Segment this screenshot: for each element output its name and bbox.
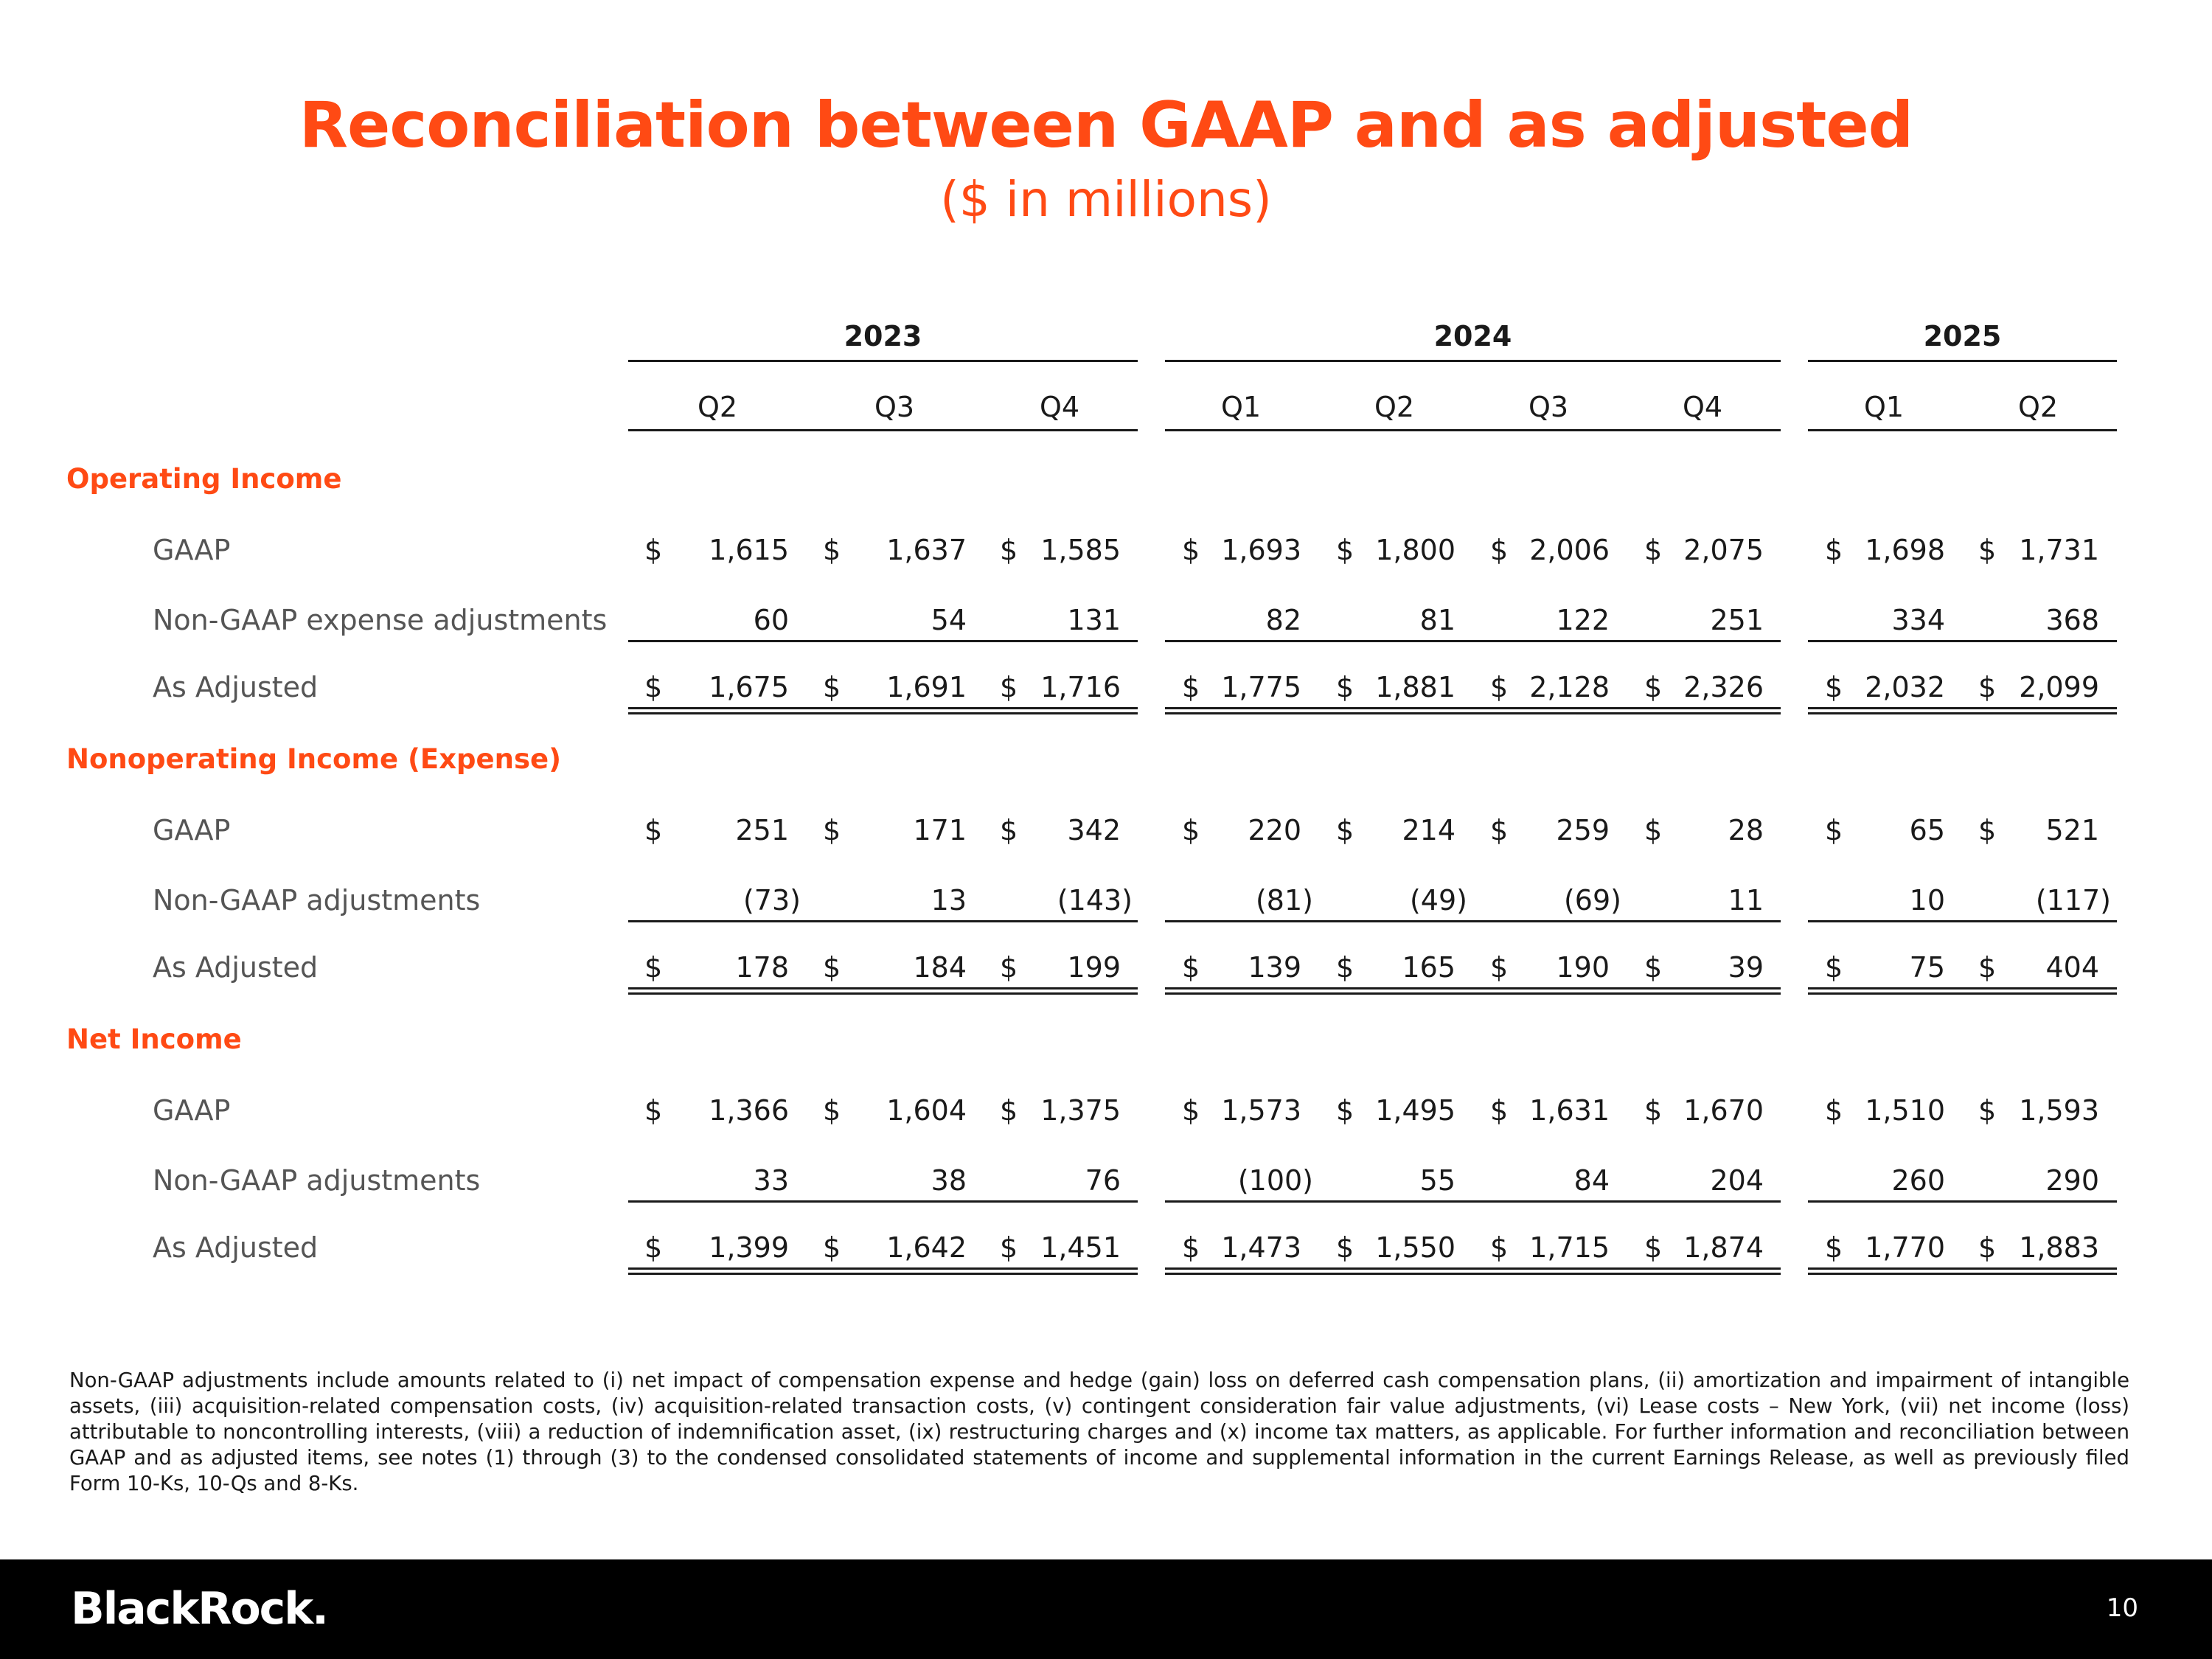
value-cell: 1,716 <box>1040 671 1121 703</box>
currency-symbol: $ <box>1336 671 1354 703</box>
currency-symbol: $ <box>1182 814 1200 846</box>
value-cell: 199 <box>1067 951 1121 984</box>
value-cell: 28 <box>1728 814 1764 846</box>
currency-symbol: $ <box>823 1231 841 1264</box>
currency-symbol: $ <box>1182 534 1200 566</box>
currency-symbol: $ <box>1644 1094 1663 1127</box>
value-cell: 82 <box>1265 604 1301 636</box>
total-double-rule-top <box>1808 987 2117 990</box>
currency-symbol: $ <box>1490 814 1509 846</box>
value-cell: (73) <box>742 884 801 917</box>
value-cell: (143) <box>1057 884 1133 917</box>
value-cell: 1,693 <box>1221 534 1301 566</box>
value-cell: 251 <box>1710 604 1764 636</box>
currency-symbol: $ <box>644 671 663 703</box>
currency-symbol: $ <box>1978 534 1997 566</box>
value-cell: 2,099 <box>2019 671 2099 703</box>
quarter-header-rule <box>1165 429 1781 431</box>
value-cell: 122 <box>1556 604 1610 636</box>
year-header-rule <box>628 360 1138 362</box>
blackrock-logo: BlackRock. <box>71 1583 327 1635</box>
currency-symbol: $ <box>823 671 841 703</box>
value-cell: 84 <box>1573 1164 1610 1197</box>
value-cell: 204 <box>1710 1164 1764 1197</box>
value-cell: (69) <box>1563 884 1621 917</box>
value-cell: 184 <box>913 951 967 984</box>
total-double-rule-bottom <box>1808 1273 2117 1275</box>
value-cell: 1,883 <box>2019 1231 2099 1264</box>
value-cell: 2,075 <box>1683 534 1764 566</box>
value-cell: 55 <box>1419 1164 1455 1197</box>
year-header: 2024 <box>1433 320 1512 352</box>
value-cell: 1,731 <box>2019 534 2099 566</box>
value-cell: 11 <box>1728 884 1764 917</box>
total-double-rule-top <box>628 707 1138 709</box>
total-double-rule-top <box>1808 1267 2117 1270</box>
value-cell: 290 <box>2045 1164 2099 1197</box>
value-cell: 521 <box>2045 814 2099 846</box>
quarter-header: Q2 <box>697 391 738 423</box>
total-double-rule-top <box>1808 707 2117 709</box>
value-cell: 334 <box>1891 604 1945 636</box>
currency-symbol: $ <box>1182 1094 1200 1127</box>
value-cell: 33 <box>753 1164 789 1197</box>
value-cell: 2,326 <box>1683 671 1764 703</box>
value-cell: 1,593 <box>2019 1094 2099 1127</box>
quarter-header: Q3 <box>1528 391 1569 423</box>
currency-symbol: $ <box>1000 1094 1018 1127</box>
currency-symbol: $ <box>1644 951 1663 984</box>
quarter-header: Q1 <box>1220 391 1262 423</box>
value-cell: 2,128 <box>1529 671 1610 703</box>
value-cell: 1,775 <box>1221 671 1301 703</box>
currency-symbol: $ <box>644 1094 663 1127</box>
row-label: Non-GAAP adjustments <box>153 1164 481 1197</box>
value-cell: 214 <box>1402 814 1455 846</box>
currency-symbol: $ <box>1000 1231 1018 1264</box>
value-cell: 1,550 <box>1375 1231 1455 1264</box>
quarter-header: Q2 <box>1374 391 1415 423</box>
currency-symbol: $ <box>1490 1231 1509 1264</box>
currency-symbol: $ <box>823 814 841 846</box>
row-label: As Adjusted <box>153 671 319 703</box>
value-cell: 1,874 <box>1683 1231 1764 1264</box>
currency-symbol: $ <box>1000 671 1018 703</box>
value-cell: 1,675 <box>709 671 789 703</box>
value-cell: 171 <box>913 814 967 846</box>
value-cell: 178 <box>735 951 789 984</box>
total-double-rule-bottom <box>1165 992 1781 995</box>
value-cell: 81 <box>1419 604 1455 636</box>
value-cell: 131 <box>1067 604 1121 636</box>
value-cell: 259 <box>1556 814 1610 846</box>
quarter-header-rule <box>1808 429 2117 431</box>
page-title: Reconciliation between GAAP and as adjusted <box>299 88 1913 162</box>
total-double-rule-top <box>628 987 1138 990</box>
currency-symbol: $ <box>1336 814 1354 846</box>
total-double-rule-top <box>1165 707 1781 709</box>
total-double-rule-bottom <box>1808 992 2117 995</box>
currency-symbol: $ <box>1978 671 1997 703</box>
value-cell: 1,670 <box>1683 1094 1764 1127</box>
quarter-header: Q4 <box>1682 391 1723 423</box>
currency-symbol: $ <box>644 534 663 566</box>
value-cell: 1,631 <box>1529 1094 1610 1127</box>
year-header-rule <box>1808 360 2117 362</box>
footnote: Non-GAAP adjustments include amounts related to (i) net impact of compensation expense and hedge (gain) loss on deferred cash compensation plans, (ii) amortization and impairment of intangible assets, (iii) acquisition-related compensation costs, (iv) acquisition-related transaction costs, (v) contingent consideration fair value adjustments, (vi) Lease costs – New York, (vii) net income (loss) attributable to noncontrolling interests, (viii) a reduction of indemnification asset, (ix) restructuring charges and (x) income tax matters, as applicable. For further information and reconciliation between GAAP and as adjusted items, see notes (1) through (3) to the condensed consolidated statements of income and supplemental information in the current Earnings Release, as well as previously filed Form 10-Ks, 10-Qs and 8-Ks. <box>69 1368 2129 1495</box>
row-label: As Adjusted <box>153 1231 319 1264</box>
currency-symbol: $ <box>1490 951 1509 984</box>
value-cell: 1,585 <box>1040 534 1121 566</box>
subtotal-rule <box>1165 920 1781 922</box>
currency-symbol: $ <box>1000 534 1018 566</box>
page-subtitle: ($ in millions) <box>940 171 1272 228</box>
currency-symbol: $ <box>1978 1094 1997 1127</box>
value-cell: 220 <box>1248 814 1301 846</box>
value-cell: 404 <box>2045 951 2099 984</box>
currency-symbol: $ <box>1978 814 1997 846</box>
quarter-header-rule <box>628 429 1138 431</box>
year-header: 2023 <box>844 320 922 352</box>
currency-symbol: $ <box>823 1094 841 1127</box>
currency-symbol: $ <box>823 951 841 984</box>
section-heading: Operating Income <box>66 463 342 495</box>
value-cell: 1,800 <box>1375 534 1455 566</box>
value-cell: 60 <box>753 604 789 636</box>
row-label: GAAP <box>153 1094 231 1127</box>
row-label: Non-GAAP expense adjustments <box>153 604 608 636</box>
value-cell: 13 <box>931 884 967 917</box>
value-cell: 10 <box>1909 884 1945 917</box>
subtotal-rule <box>1808 1200 2117 1203</box>
row-label: As Adjusted <box>153 951 319 984</box>
total-double-rule-bottom <box>1165 1273 1781 1275</box>
value-cell: 1,881 <box>1375 671 1455 703</box>
value-cell: 1,451 <box>1040 1231 1121 1264</box>
row-label: GAAP <box>153 814 231 846</box>
currency-symbol: $ <box>1336 1231 1354 1264</box>
currency-symbol: $ <box>1182 1231 1200 1264</box>
currency-symbol: $ <box>1825 951 1843 984</box>
subtotal-rule <box>1165 640 1781 642</box>
currency-symbol: $ <box>1978 951 1997 984</box>
currency-symbol: $ <box>644 814 663 846</box>
total-double-rule-bottom <box>1165 712 1781 714</box>
value-cell: (81) <box>1255 884 1313 917</box>
currency-symbol: $ <box>1825 534 1843 566</box>
currency-symbol: $ <box>1490 671 1509 703</box>
currency-symbol: $ <box>1182 951 1200 984</box>
total-double-rule-bottom <box>628 712 1138 714</box>
value-cell: 1,770 <box>1865 1231 1945 1264</box>
row-label: GAAP <box>153 534 231 566</box>
currency-symbol: $ <box>823 534 841 566</box>
currency-symbol: $ <box>1644 534 1663 566</box>
value-cell: (100) <box>1237 1164 1313 1197</box>
section-heading: Net Income <box>66 1023 242 1055</box>
value-cell: 75 <box>1909 951 1945 984</box>
value-cell: 139 <box>1248 951 1301 984</box>
value-cell: 190 <box>1556 951 1610 984</box>
value-cell: 1,495 <box>1375 1094 1455 1127</box>
row-label: Non-GAAP adjustments <box>153 884 481 917</box>
subtotal-rule <box>1165 1200 1781 1203</box>
subtotal-rule <box>628 640 1138 642</box>
total-double-rule-top <box>628 1267 1138 1270</box>
currency-symbol: $ <box>1978 1231 1997 1264</box>
value-cell: 251 <box>735 814 789 846</box>
quarter-header: Q4 <box>1039 391 1080 423</box>
value-cell: 76 <box>1085 1164 1121 1197</box>
value-cell: 1,642 <box>886 1231 967 1264</box>
subtotal-rule <box>628 1200 1138 1203</box>
currency-symbol: $ <box>1644 671 1663 703</box>
value-cell: 2,006 <box>1529 534 1610 566</box>
currency-symbol: $ <box>644 1231 663 1264</box>
currency-symbol: $ <box>1825 1231 1843 1264</box>
total-double-rule-bottom <box>1808 712 2117 714</box>
currency-symbol: $ <box>1000 814 1018 846</box>
currency-symbol: $ <box>1644 814 1663 846</box>
currency-symbol: $ <box>1000 951 1018 984</box>
value-cell: 2,032 <box>1865 671 1945 703</box>
value-cell: 342 <box>1067 814 1121 846</box>
value-cell: 1,366 <box>709 1094 789 1127</box>
currency-symbol: $ <box>1182 671 1200 703</box>
value-cell: 38 <box>931 1164 967 1197</box>
total-double-rule-bottom <box>628 1273 1138 1275</box>
section-heading: Nonoperating Income (Expense) <box>66 743 562 775</box>
value-cell: 1,399 <box>709 1231 789 1264</box>
currency-symbol: $ <box>1336 951 1354 984</box>
value-cell: 1,691 <box>886 671 967 703</box>
quarter-header: Q1 <box>1863 391 1905 423</box>
total-double-rule-top <box>1165 987 1781 990</box>
subtotal-rule <box>1808 640 2117 642</box>
value-cell: 1,473 <box>1221 1231 1301 1264</box>
currency-symbol: $ <box>1336 1094 1354 1127</box>
value-cell: (49) <box>1409 884 1467 917</box>
quarter-header: Q3 <box>874 391 915 423</box>
value-cell: (117) <box>2035 884 2111 917</box>
year-header: 2025 <box>1923 320 2002 352</box>
value-cell: 1,375 <box>1040 1094 1121 1127</box>
currency-symbol: $ <box>1490 1094 1509 1127</box>
year-header-rule <box>1165 360 1781 362</box>
quarter-header: Q2 <box>2017 391 2059 423</box>
value-cell: 1,510 <box>1865 1094 1945 1127</box>
subtotal-rule <box>628 920 1138 922</box>
currency-symbol: $ <box>1336 534 1354 566</box>
subtotal-rule <box>1808 920 2117 922</box>
total-double-rule-bottom <box>628 992 1138 995</box>
currency-symbol: $ <box>644 951 663 984</box>
value-cell: 1,604 <box>886 1094 967 1127</box>
value-cell: 1,573 <box>1221 1094 1301 1127</box>
value-cell: 54 <box>931 604 967 636</box>
value-cell: 1,615 <box>709 534 789 566</box>
value-cell: 1,637 <box>886 534 967 566</box>
currency-symbol: $ <box>1825 1094 1843 1127</box>
value-cell: 39 <box>1728 951 1764 984</box>
currency-symbol: $ <box>1825 671 1843 703</box>
value-cell: 1,715 <box>1529 1231 1610 1264</box>
footer-bar <box>0 1559 2212 1659</box>
currency-symbol: $ <box>1644 1231 1663 1264</box>
currency-symbol: $ <box>1825 814 1843 846</box>
currency-symbol: $ <box>1490 534 1509 566</box>
total-double-rule-top <box>1165 1267 1781 1270</box>
value-cell: 260 <box>1891 1164 1945 1197</box>
value-cell: 1,698 <box>1865 534 1945 566</box>
value-cell: 165 <box>1402 951 1455 984</box>
value-cell: 368 <box>2045 604 2099 636</box>
value-cell: 65 <box>1909 814 1945 846</box>
page-number: 10 <box>2106 1593 2138 1623</box>
